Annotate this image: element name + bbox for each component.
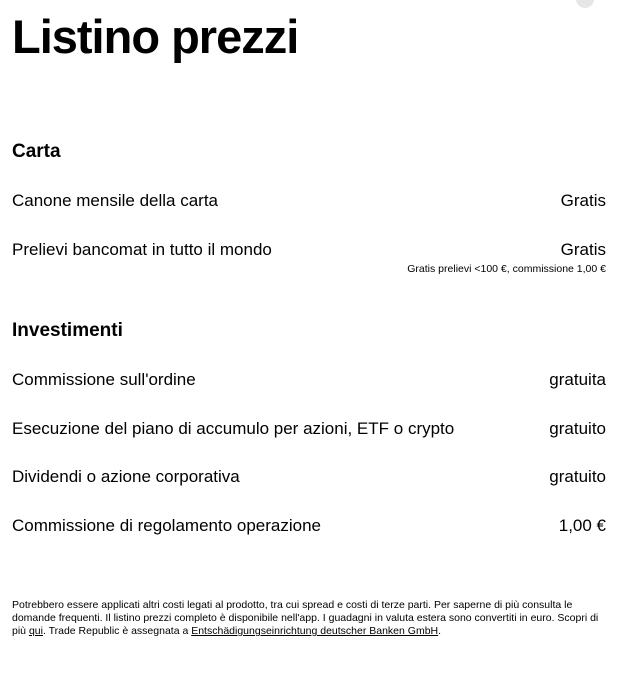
price-value: gratuito [549,467,606,486]
price-row-savings-plan [12,418,606,440]
learn-more-link[interactable]: qui [28,625,43,637]
price-label: Prelievi bancomat in tutto il mondo [12,240,272,259]
page-title: Listino prezzi [12,10,299,63]
footer-disclaimer [12,599,608,638]
footer-text: Potrebbero essere applicati altri costi legati al prodotto, tra cui spread e costi di terze parti. Per saperne di più consulta le domande frequenti. Il listino prezzi completo è disponibile nell'app. I guadagni in valuta estera sono convertiti in euro. Scopri di più [12,599,599,637]
price-label: Canone mensile della carta [12,191,219,210]
price-label: Dividendi o azione corporativa [12,467,240,486]
price-value: Gratis [560,240,606,259]
section-title-investimenti: Investimenti [12,320,123,341]
price-row-settlement-fee [12,515,606,537]
price-row-atm-withdrawals [12,239,606,261]
price-value: gratuito [549,419,606,438]
price-label: Commissione di regolamento operazione [12,516,321,535]
price-value: gratuita [549,370,606,389]
price-row-dividends [12,466,606,488]
price-row-order-fee [12,369,606,391]
compensation-scheme-link[interactable]: Entschädigungseinrichtung deutscher Banken GmbH [191,625,439,637]
price-note: Gratis prelievi <100 €, commissione 1,00 € [407,263,606,275]
price-value: 1,00 € [558,516,606,535]
price-label: Commissione sull'ordine [12,370,196,389]
section-title-carta: Carta [12,141,61,162]
price-row-card-fee [12,190,606,212]
close-icon[interactable] [576,0,594,8]
price-value: Gratis [560,191,606,210]
footer-text: . Trade Republic è assegnata a [42,625,192,637]
price-label: Esecuzione del piano di accumulo per azioni, ETF o crypto [12,419,455,438]
footer-text: . [438,625,442,637]
